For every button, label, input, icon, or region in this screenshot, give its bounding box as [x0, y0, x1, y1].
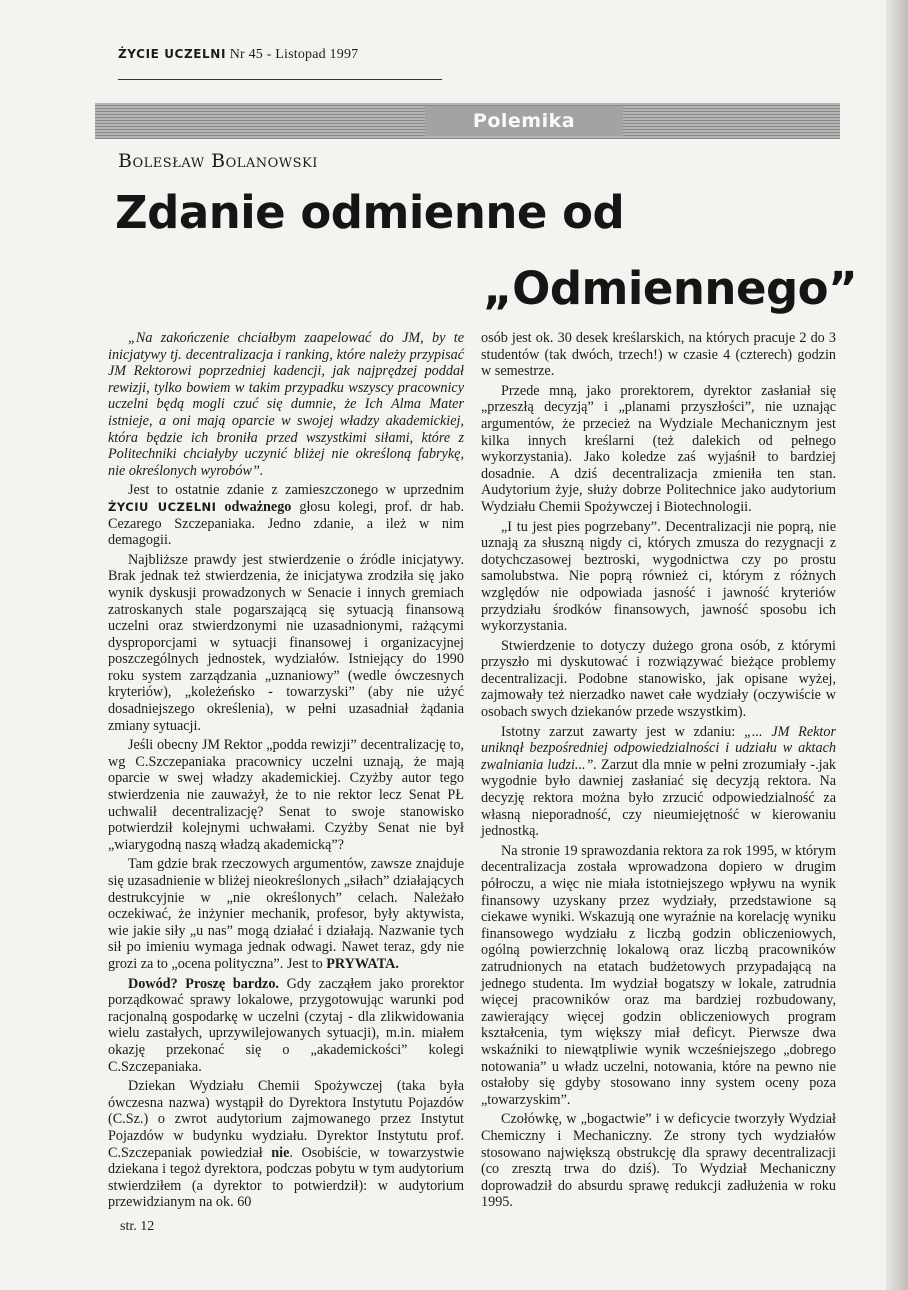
emphasis: PRYWATA. [326, 955, 399, 972]
text-run: Dziekan Wydziału Chemii Spożywczej (taka była ówczesna nazwa) wystąpił do Dyrektora Instytutu Pojazdów (C.Sz.) o zwrot audytorium zajmowanego przez Instytut Pojazdów w budynku wydziału. Dyrektor Instytutu prof. C.Szczepaniak powiedział [108, 1078, 464, 1161]
paragraph: Jeśli obecny JM Rektor „podda rewizji” decentralizację to, wg C.Szczepaniaka pracownicy uczelni uznają, że mają oparcie w swej władzy akademickiej. Czyżby autor tego stwierdzenia nie zauważył, że to nie rektor lecz Senat PŁ uchwalił decentralizację? Senat to swoje stanowisko potwierdził kolejnymi uchwałami. Czyżby Senat nie był „wiarygodną naszą władzą akademicką”? [108, 737, 464, 853]
article-author: Bolesław Bolanowski [118, 150, 318, 172]
running-header [118, 47, 358, 63]
text-run: Gdy zacząłem jako prorektor porządkować sprawy lokalowe, przygotowując warunki pod racjonalną gospodarkę w uczelni (czytaj - dla zlikwidowania wielu zastałych, uprzywilejowanych sytuacji), m.in. miałem okazję przekonać się o „akademickości” kolegi C.Szczepaniaka. [108, 975, 464, 1075]
paragraph: Czołówkę, w „bogactwie” i w deficycie tworzyły Wydział Chemiczny i Mechaniczny. Ze strony tych wydziałów stosowano największą obstrukcję dla sprawy decentralizacji (co zresztą trwa do dziś). To Wydział Mechaniczny doprowadził do absurdu sprawę redukcji zadłużenia w roku 1995. [481, 1111, 836, 1211]
page-number: str. 12 [120, 1219, 155, 1234]
right-column [481, 330, 836, 1214]
section-label-box [425, 106, 623, 136]
paragraph [481, 724, 836, 840]
article-title-line2: „Odmiennego” [483, 262, 858, 315]
text-run: . Osobiście, w towarzystwie dziekana i tegoż dyrektora, podczas pobytu w tym audytorium stwierdziłem (a dyrektor to potwierdził): w audytorium przewidzianym na ok. 60 [108, 1144, 464, 1211]
paragraph: osób jest ok. 30 desek kreślarskich, na których pracuje 2 do 3 studentów (tak dwóch, trzech!) w czasie 4 (czterech) godzin w semestrze. [481, 330, 836, 380]
paragraph [108, 1078, 464, 1211]
text-run: głosu kolegi, prof. dr hab. Cezarego Szczepaniaka. Jedno zdanie, a ileż w nim demagogii. [108, 498, 465, 549]
magazine-name-inline: ŻYCIU UCZELNI [108, 499, 217, 514]
paragraph: „I tu jest pies pogrzebany”. Decentralizacji nie poprą, nie uznają za słuszną nigdy ci, których zmusza do rezygnacji z dotychczasowej beztroski, wygodnictwa czy po prostu samolubstwa. Nie poprą również ci, którym z różnych względów nie odpowiada jasność i jawność kryteriów przydziału środków finansowych, jawność sposobu ich wykorzystania. [481, 518, 836, 635]
emphasis: nie [271, 1144, 290, 1161]
article-title-line1: Zdanie odmienne od [115, 186, 625, 239]
text-run: Tam gdzie brak rzeczowych argumentów, zawsze znajduje się uzasadnienie w bliżej nieokreślonych „siłach” działających destrukcyjnie w „nie określonych” celach. Należało oczekiwać, że inżynier mechanik, profesor, były aktywista, wie jakie siły „u nas” mogą działać i działają. Nazwanie tych sił po imieniu wymaga jednak odwagi. Nawet teraz, gdy nie grozi za to „ocena polityczna”. Jest to [108, 856, 464, 972]
paragraph: Najbliższe prawdy jest stwierdzenie o źródle inicjatywy. Brak jednak też stwierdzenia, że inicjatywa zrodziła się jako wynik dyskusji prowadzonych w Senacie i innych gremiach zatroskanych stale pogarszającą się sytuacją finansową uczelni oraz stwierdzonymi nie uzasadnionymi, rażącymi dysproporcjami w sytuacji finansowej i organizacyjnej poszczególnych jednostek, wydziałów. Istniejący do 1990 roku system zarządzania „uznaniowy” (wedle ówczesnych kryteriów), „koleżeńsko - towarzyski” (aby nie użyć dosadniejszego określenia), w pełni uzasadniał żądania zmiany sytuacji. [108, 551, 464, 734]
emphasis: odważnego [224, 498, 292, 515]
header-rule [118, 79, 442, 80]
paragraph [108, 976, 464, 1076]
emphasis: Dowód? Proszę bardzo. [128, 975, 279, 992]
section-label: Polemika [472, 110, 576, 132]
section-banner [95, 103, 840, 139]
quoted-phrase: „... JM Rektor uniknął bezpośredniej odpowiedzialności i udziału w aktach zwalniania ludzi...”. [481, 723, 836, 773]
paragraph: Stwierdzenie to dotyczy dużego grona osób, z którymi przyszło mi dyskutować i rozwiązywać bieżące problemy decentralizacji. Podobne stanowisko, jak opisane wyżej, zajmowały też nierzadko nawet całe wydziały (oczywiście w osobach swych dziekanów przede wszystkim). [481, 637, 836, 721]
left-column [108, 330, 464, 1214]
paragraph: Na stronie 19 sprawozdania rektora za rok 1995, w którym decentralizacja została wprowadzona dopiero w drugim półroczu, a więc nie miała istotniejszego wpływu na wynik finansowy uzyskany przez wydziały, przedstawione są ciekawe wyniki. Wskazują one wyraźnie na korelację wyniku finansowego wydziału z liczbą godzin obliczeniowych, ogólną powierzchnię lokalową oraz liczbą pracowników zatrudnionych na etatach budżetowych przypadającą na jednego studenta. Im wydział bogatszy w lokale, zatrudnia więcej pracowników oraz ma bardziej rozbudowany, zawierający więcej godzin obliczeniowych program kształcenia, tym większy miał deficyt. Pierwsze dwa wskaźniki to niewątpliwie wynik wcześniejszego „dobrego notowania” u władz uczelni, notowania, które na pewno nie ostałoby się gdyby stosowano inny system oceny poza „towarzyskim”. [481, 842, 836, 1108]
paragraph [108, 856, 464, 972]
paragraph: Przede mną, jako prorektorem, dyrektor zasłaniał się „przeszłą decyzją” i „planami przyszłości”, nie uznając argumentów, że przecież na Wydziale Mechanicznym jest kilka innych kreślarni (też dalekich od pełnego wykorzystania). Jako koledze zaś wyjaśnił to bardziej dosadnie. A dziś decentralizacja zmieniła ten stan. Audytorium żyje, służy dobrze Politechnice jako audytorium Wydziału Chemii Spożywczej i Biotechnologii. [481, 382, 836, 515]
paragraph [108, 482, 464, 548]
issue-info: Nr 45 - Listopad 1997 [229, 47, 359, 62]
text-run: Zarzut dla mnie w pełni zrozumiały -.jak wygodnie było dawniej zasłaniać się decyzją rektora. Na decyzję rektora można było zrzucić odpowiedzialność za własną nieporadność, czy nieumiejętność w kierowaniu jednostką. [481, 756, 836, 840]
opening-quote: „Na zakończenie chciałbym zaapelować do JM, by te inicjatywy tj. decentralizacja i ranking, które należy przypisać JM Rektorowi poprzedniej kadencji, jak najprędzej poddał rewizji, tylko bowiem w takim przypadku wszyscy pracownicy uczelni będą mogli czuć się dumnie, że Ich Alma Mater istnieje, a oni mają oparcie w swojej władzy akademickiej, która będzie ich broniła przed wszystkimi siłami, które z Politechniki chciałyby uczynić bliżej nie określoną fabrykę, nie określonych wyrobów”. [108, 330, 464, 479]
magazine-name: ŻYCIE UCZELNI [118, 47, 227, 61]
text-run: Istotny zarzut zawarty jest w zdaniu: [501, 723, 736, 740]
page-edge-shadow [886, 0, 908, 1290]
text-run: Jest to ostatnie zdanie z zamieszczonego w uprzednim [128, 482, 464, 499]
